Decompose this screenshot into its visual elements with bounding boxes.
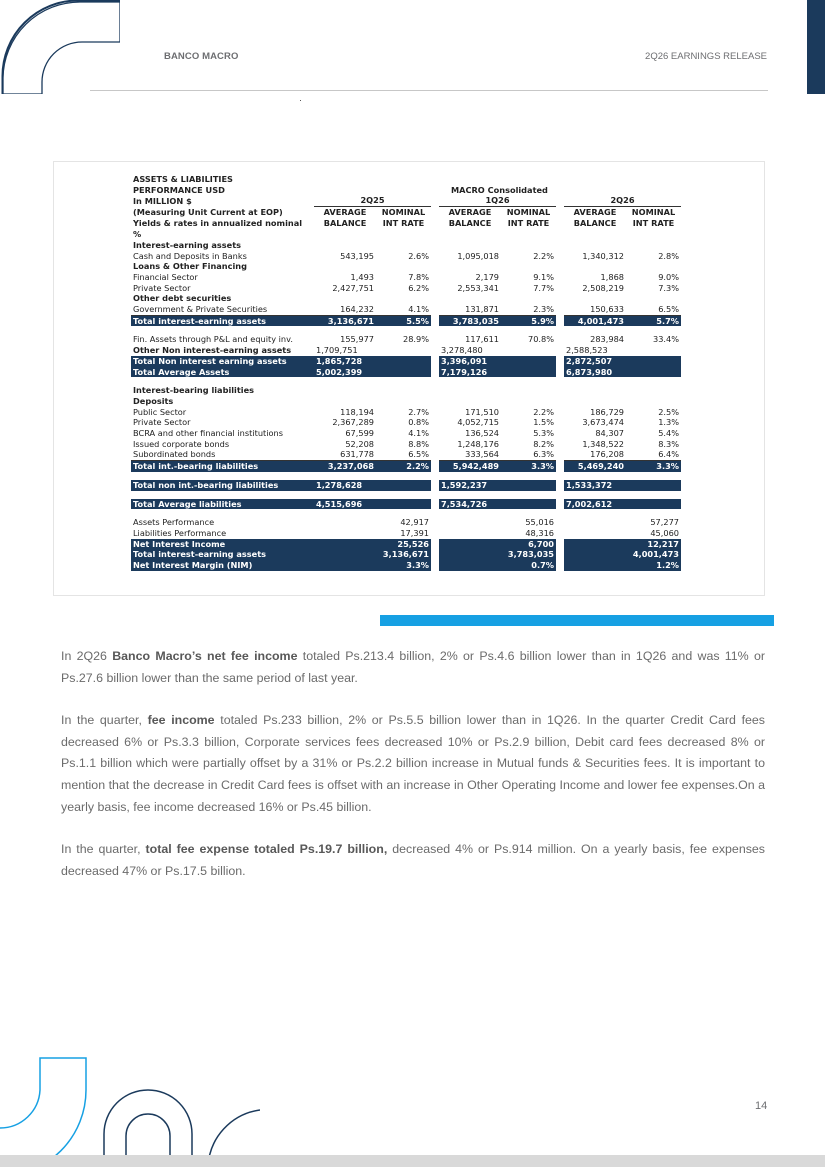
footer-bar: [0, 1155, 825, 1167]
col-rate-header: NOMINAL: [631, 207, 676, 218]
table-row: Other Non interest-earning assets 1,709,751 3,278,480 2,588,523: [133, 345, 608, 356]
section-label: Interest-earning assets: [133, 239, 242, 250]
total-row: Total Non interest earning assets 1,865,728 3,396,091 2,872,507: [131, 356, 681, 367]
section-label: Other debt securities: [133, 293, 232, 304]
col-rate-header: NOMINAL: [381, 207, 426, 218]
col-avg-header: AVERAGE: [573, 207, 617, 218]
col-avg-header: AVERAGE: [448, 207, 492, 218]
table-row: Issued corporate bonds 52,208 8.8% 1,248,176 8.2% 1,348,522 8.3%: [133, 438, 679, 449]
paragraph: In 2Q26 Banco Macro’s net fee income totaled Ps.213.4 billion, 2% or Ps.4.6 billion lower than in 1Q26 and was 11% or Ps.27.6 billion lower than the same period of last year.: [61, 649, 765, 685]
total-row: Net Interest Margin (NIM) 3.3% 0.7% 1.2%: [133, 560, 679, 571]
period-1q26: 1Q26: [439, 195, 556, 206]
period-2q25: 2Q25: [314, 195, 431, 206]
group-title: MACRO Consolidated: [451, 184, 548, 195]
col-avg-header: AVERAGE: [323, 207, 367, 218]
section-label: Interest-bearing liabilities: [133, 385, 255, 396]
col-avg-header: BALANCE: [448, 217, 492, 228]
table-row: Financial Sector 1,493 7.8% 2,179 9.1% 1,868 9.0%: [133, 271, 679, 282]
yields-note: Yields & rates in annualized nominal %: [133, 217, 303, 239]
bottom-arcs-decoration: [0, 1050, 260, 1167]
top-arc-decoration: [0, 0, 120, 94]
total-row: Total Average liabilities 4,515,696 7,534,726 7,002,612: [131, 499, 681, 510]
total-row: Total Average Assets 5,002,399 7,179,126 6,873,980: [131, 367, 681, 378]
period-2q26: 2Q26: [564, 195, 681, 206]
accent-bar: [380, 615, 774, 626]
section-label: Loans & Other Financing: [133, 261, 247, 272]
release-title: 2Q26 EARNINGS RELEASE: [645, 51, 767, 62]
stray-mark: [300, 100, 301, 101]
table-row: BCRA and other financial institutions 67,599 4.1% 136,524 5.3% 84,307 5.4%: [133, 428, 679, 439]
col-rate-header: NOMINAL: [506, 207, 551, 218]
performance-table: [131, 174, 681, 571]
page-number: 14: [755, 1100, 768, 1112]
header-divider: [90, 90, 768, 91]
body-text: [61, 646, 765, 903]
table-row: Subordinated bonds 631,778 6.5% 333,564 6.3% 176,208 6.4%: [133, 449, 679, 460]
table-row: Assets Performance 42,917 55,016 57,277: [133, 517, 679, 528]
col-rate-header: INT RATE: [632, 217, 675, 228]
company-name: BANCO MACRO: [164, 51, 239, 62]
total-row: Total interest-earning assets 3,136,671 3,783,035 4,001,473: [133, 549, 679, 560]
table-row: Liabilities Performance 17,391 48,316 45,060: [133, 527, 679, 538]
table-row: Cash and Deposits in Banks 543,195 2.6% 1,095,018 2.2% 1,340,312 2.8%: [133, 250, 679, 261]
col-avg-header: BALANCE: [573, 217, 617, 228]
total-row: Total interest-earning assets 3,136,671 5.5% 3,783,035 5.9% 4,001,473 5.7%: [133, 315, 679, 326]
table-title-2: PERFORMANCE USD: [133, 184, 225, 195]
section-label: Deposits: [133, 395, 174, 406]
col-rate-header: INT RATE: [507, 217, 550, 228]
units-label: In MILLION $: [133, 195, 192, 206]
total-row: Net Interest Income 25,526 6,700 12,217: [133, 538, 679, 549]
table-row: Public Sector 118,194 2.7% 171,510 2.2% 186,729 2.5%: [133, 406, 679, 417]
corner-tab: [807, 0, 825, 94]
total-row: Total int.-bearing liabilities 3,237,068 2.2% 5,942,489 3.3% 5,469,240 3.3%: [133, 461, 679, 472]
col-avg-header: BALANCE: [323, 217, 367, 228]
paragraph: In the quarter, total fee expense totaled Ps.19.7 billion, decreased 4% or Ps.914 million. On a yearly basis, fee expenses decreased 47% or Ps.17.5 billion.: [61, 842, 765, 878]
total-row: Total non int.-bearing liabilities 1,278,628 1,592,237 1,533,372: [131, 480, 681, 491]
table-row: Government & Private Securities 164,232 4.1% 131,871 2.3% 150,633 6.5%: [133, 304, 679, 315]
table-row: Fin. Assets through P&L and equity inv. 155,977 28.9% 117,611 70.8% 283,984 33.4%: [133, 334, 679, 345]
paragraph: In the quarter, fee income totaled Ps.233 billion, 2% or Ps.5.5 billion lower than in 1Q26. In the quarter Credit Card fees decreased 6% or Ps.3.3 billion, Corporate services fees decreased 10% or Ps.2.9 billion, Debit card fees decreased 8% or Ps.1.1 billion which were partially offset by a 31% or Ps.2.2 billion increase in Mutual funds & Securities fees. It is important to mention that the decrease in Credit Card fees is offset with an increase in Other Operating Income and lower fee expenses.On a yearly basis, fee income decreased 16% or Ps.45 billion.: [61, 713, 765, 814]
col-rate-header: INT RATE: [382, 217, 425, 228]
table-title-1: ASSETS & LIABILITIES: [133, 174, 233, 184]
measuring-note: (Measuring Unit Current at EOP): [133, 206, 283, 217]
table-row: Private Sector 2,367,289 0.8% 4,052,715 1.5% 3,673,474 1.3%: [133, 417, 679, 428]
table-row: Private Sector 2,427,751 6.2% 2,553,341 7.7% 2,508,219 7.3%: [133, 282, 679, 293]
